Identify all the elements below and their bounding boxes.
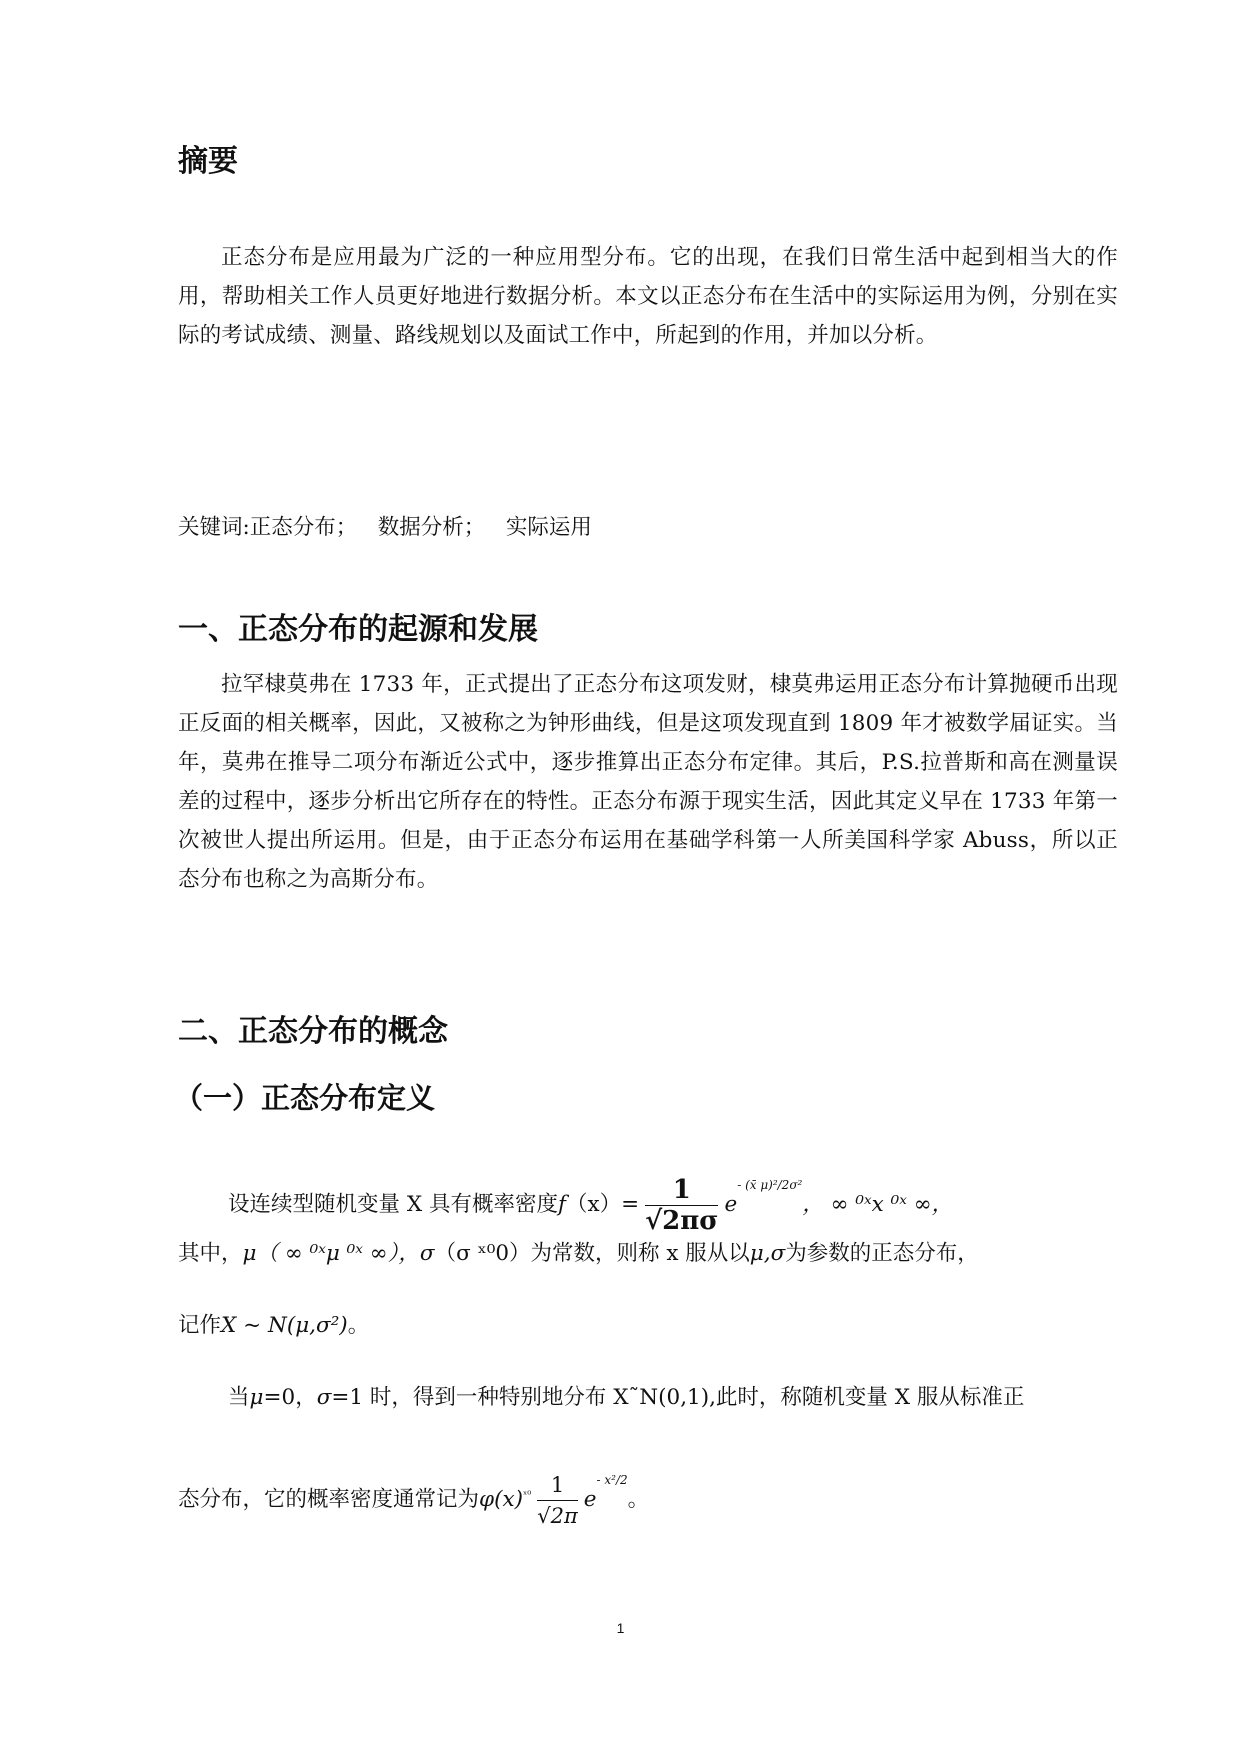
abstract-body: 正态分布是应用最为广泛的一种应用型分布。它的出现，在我们日常生活中起到相当大的作用，帮助相关工作人员更好地进行数据分析。本文以正态分布在生活中的实际运用为例，分别在实际的考试成绩、测量、路线规划以及面试工作中，所起到的作用，并加以分析。 <box>178 245 1118 348</box>
keywords-label: 关键词: <box>178 515 250 540</box>
sigma-symbol: σ <box>419 1241 435 1266</box>
sigma-symbol-2: σ <box>316 1385 332 1410</box>
standard-prefix: 当 <box>228 1385 250 1410</box>
std-numerator: 1 <box>537 1470 578 1501</box>
std-exp-power: - x²/2 <box>596 1473 628 1487</box>
density-denominator: √2πσ <box>645 1205 719 1236</box>
mu-zero: =0， <box>263 1385 317 1410</box>
parameters-suffix: 为参数的正态分布， <box>785 1241 979 1266</box>
standard-density-line <box>178 1445 649 1535</box>
density-fraction <box>645 1175 718 1236</box>
abstract-heading: 摘要 <box>178 144 238 179</box>
f-symbol: f <box>557 1192 566 1217</box>
std-denominator: √2π <box>537 1503 578 1528</box>
keywords-line <box>178 512 592 544</box>
section2-heading: 二、正态分布的概念 <box>178 1014 448 1049</box>
standard-line <box>228 1382 1024 1414</box>
exp-base: e <box>724 1192 738 1217</box>
notation-prefix: 记作 <box>178 1313 222 1338</box>
notation-suffix: 。 <box>347 1313 370 1338</box>
standard-density-prefix: 态分布，它的概率密度通常记为 <box>178 1487 480 1512</box>
keyword-3: 实际运用 <box>505 515 592 540</box>
phi-eq: ˣ⁰ <box>522 1490 532 1501</box>
keyword-1: 正态分布； <box>249 515 358 540</box>
exp-power: - (x̄ μ)²/2σ² <box>737 1178 803 1192</box>
std-fraction <box>537 1470 578 1531</box>
parameters-line <box>178 1238 979 1270</box>
fx-paren: （x）= <box>565 1192 640 1217</box>
mu-symbol-2: μ <box>249 1385 264 1410</box>
section1-body: 拉罕棣莫弗在 1733 年，正式提出了正态分布这项发财，棣莫弗运用正态分布计算抛硬币出现正反面的相关概率，因此，又被称之为钟形曲线，但是这项发现直到 1809 年才被数学届证实。当年，莫弗在推导二项分布渐近公式中，逐步推算出正态分布定律。其后，P.S.拉普斯和高在测量误差的过程中，逐步分析出它所存在的特性。正态分布源于现实生活，因此其定义早在 1733 年第一次被世人提出所运用。但是，由于正态分布运用在基础学科第一人所美国科学家 Abuss，所以正态分布也称之为高斯分布。 <box>178 672 1118 892</box>
page-number: 1 <box>616 1620 625 1636</box>
section2-subheading: （一）正态分布定义 <box>174 1081 436 1115</box>
range-text: ， ∞ ⁰ˣx ⁰ˣ ∞， <box>802 1192 954 1217</box>
definition-prefix: 设连续型随机变量 X 具有概率密度 <box>228 1192 558 1217</box>
std-exp-base: e <box>583 1487 597 1512</box>
mu-symbol: μ <box>242 1241 257 1266</box>
mu-sigma-params: μ,σ <box>749 1241 786 1266</box>
keyword-2: 数据分析； <box>377 515 486 540</box>
notation-formula: X ~ N(μ,σ²) <box>221 1313 348 1338</box>
density-numerator: 1 <box>645 1175 718 1206</box>
section1-heading: 一、正态分布的起源和发展 <box>178 612 538 647</box>
mu-range: （ ∞ ⁰ˣμ ⁰ˣ ∞）， <box>256 1241 420 1266</box>
standard-text: =1 时，得到一种特别地分布 X˜N(0,1),此时，称随机变量 X 服从标准正 <box>331 1385 1025 1410</box>
sigma-condition: （σ ˣ⁰0）为常数，则称 x 服从以 <box>434 1241 750 1266</box>
parameters-prefix: 其中， <box>178 1241 243 1266</box>
notation-line <box>178 1310 369 1342</box>
phi-symbol: φ(x) <box>479 1487 523 1512</box>
standard-density-suffix: 。 <box>627 1487 650 1512</box>
definition-line <box>228 1150 953 1240</box>
